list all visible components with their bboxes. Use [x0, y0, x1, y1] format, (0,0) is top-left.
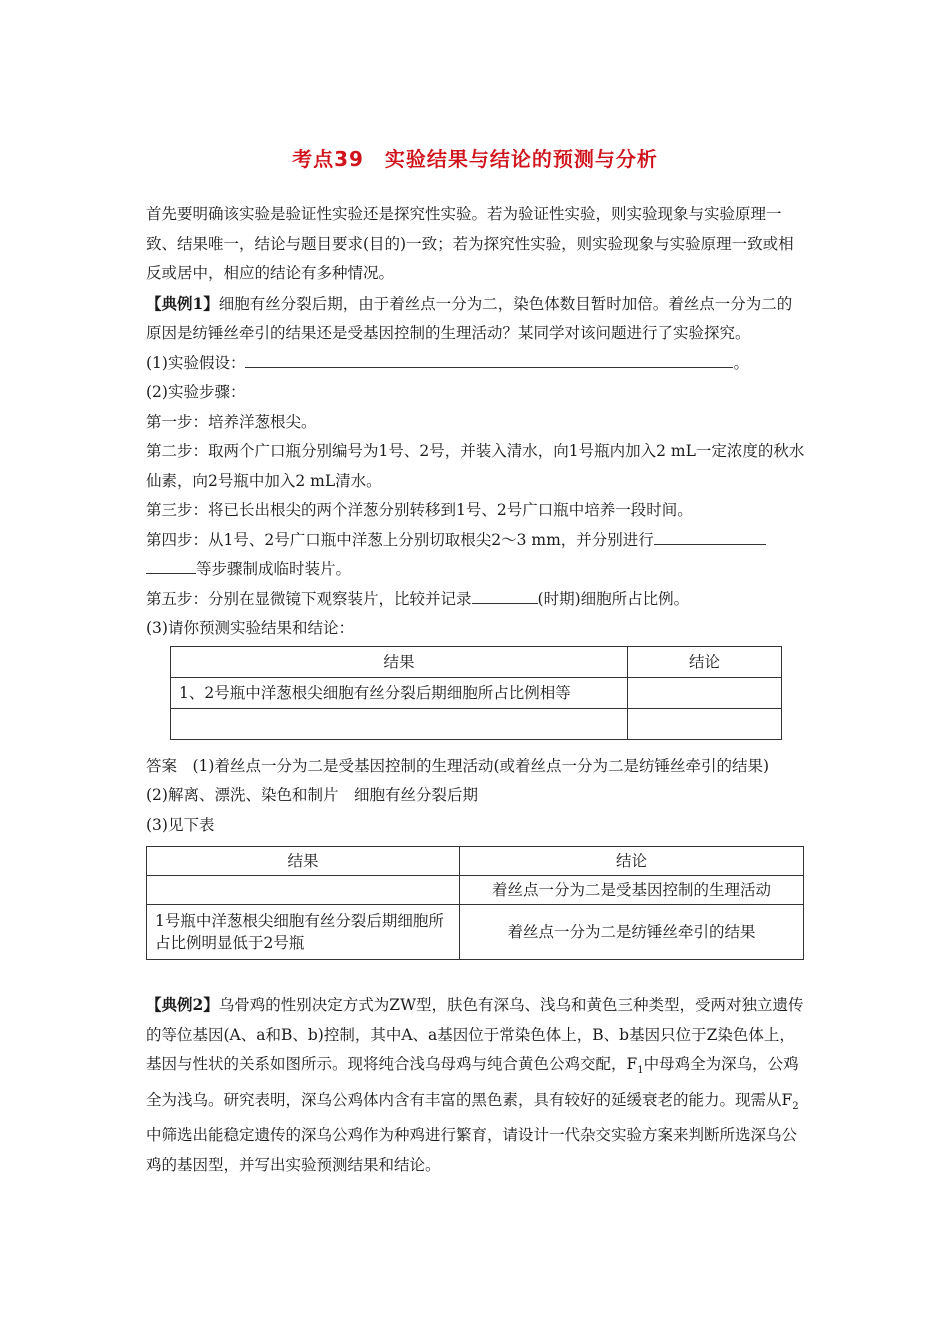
answer-line-1: 答案 (1)着丝点一分为二是受基因控制的生理活动(或着丝点一分为二是纺锤丝牵引的结果): [146, 756, 770, 775]
step4-blank-b[interactable]: [146, 555, 196, 574]
question3: (3)请你预测实验结果和结论：: [146, 619, 354, 637]
step4-blank-a[interactable]: [654, 526, 766, 545]
answer-line-3: (3)见下表: [146, 815, 215, 834]
header-conclusion: 结论: [460, 847, 804, 876]
example1-tag: 【典例1】: [146, 293, 219, 313]
step-5: 第五步：分别在显微镜下观察装片，比较并记录 (时期)细胞所占比例。: [146, 585, 806, 615]
example1-paragraph: [146, 289, 806, 349]
step-2: 第二步：取两个广口瓶分别编号为1号、2号，并装入清水，向1号瓶内加入2 mL一定浓度的秋水仙素，向2号瓶中加入2 mL清水。: [146, 442, 805, 490]
prediction-table: [170, 646, 782, 740]
question2: (2)实验步骤：: [146, 383, 246, 401]
table-row: [147, 876, 804, 905]
table-row: [171, 708, 782, 739]
page-title: 考点39 实验结果与结论的预测与分析: [292, 147, 658, 171]
row2-conclusion-blank[interactable]: [628, 708, 782, 739]
table-header-row: [171, 646, 782, 677]
header-result: 结果: [147, 847, 460, 876]
example2-tag: 【典例2】: [146, 995, 219, 1014]
step-3: 第三步：将已长出根尖的两个洋葱分别转移到1号、2号广口瓶中培养一段时间。: [146, 501, 693, 519]
row1-conclusion-blank[interactable]: [628, 677, 782, 708]
header-result: 结果: [171, 646, 628, 677]
question1: (1)实验假设： 。: [146, 349, 806, 379]
document-body: [146, 200, 806, 1180]
example2-paragraph: 【典例2】乌骨鸡的性别决定方式为ZW型，肤色有深乌、浅乌和黄色三种类型，受两对独立遗传的等位基因(A、a和B、b)控制，其中A、a基因位于常染色体上，B、b基因只位于Z染色体上，基因与性状的关系如图所示。现将纯合浅乌母鸡与纯合黄色公鸡交配，$F_1$中母鸡全为深乌，公鸡全为浅乌。研究表明，深乌公鸡体内含有丰富的黑色素，具有较好的延缓衰老的能力。现需从$F_2$中筛选出能稳定遗传的深乌公鸡作为种鸡进行繁育，请设计一代杂交实验方案来判断所选深乌公鸡的基因型，并写出实验预测结果和结论。: [146, 995, 804, 1174]
step-1: 第一步：培养洋葱根尖。: [146, 412, 317, 431]
row1-result: 1、2号瓶中洋葱根尖细胞有丝分裂后期细胞所占比例相等: [171, 677, 628, 708]
row1-result: [147, 876, 460, 905]
table-row: [171, 677, 782, 708]
table-row: [147, 905, 804, 960]
intro-paragraph: 首先要明确该实验是验证性实验还是探究性实验。若为验证性实验，则实验现象与实验原理一致、结果唯一，结论与题目要求(目的)一致；若为探究性实验，则实验现象与实验原理一致或相反或居中，相应的结论有多种情况。: [146, 205, 794, 282]
row2-conclusion: 着丝点一分为二是纺锤丝牵引的结果: [460, 905, 804, 960]
table-header-row: [147, 847, 804, 876]
row2-result-blank[interactable]: [171, 708, 628, 739]
row2-result: 1号瓶中洋葱根尖细胞有丝分裂后期细胞所占比例明显低于2号瓶: [147, 905, 460, 960]
hypothesis-blank[interactable]: [245, 349, 733, 368]
answer-table: [146, 846, 804, 960]
answer-line-2: (2)解离、漂洗、染色和制片 细胞有丝分裂后期: [146, 786, 478, 804]
step-4: 第四步：从1号、2号广口瓶中洋葱上分别切取根尖2～3 mm，并分别进行 等步骤制成临时装片。: [146, 526, 806, 585]
step5-blank[interactable]: [472, 585, 538, 604]
row1-conclusion: 着丝点一分为二是受基因控制的生理活动: [460, 876, 804, 905]
example1-text: 细胞有丝分裂后期，由于着丝点一分为二，染色体数目暂时加倍。着丝点一分为二的原因是纺锤丝牵引的结果还是受基因控制的生理活动？某同学对该问题进行了实验探究。: [146, 294, 793, 342]
header-conclusion: 结论: [628, 646, 782, 677]
